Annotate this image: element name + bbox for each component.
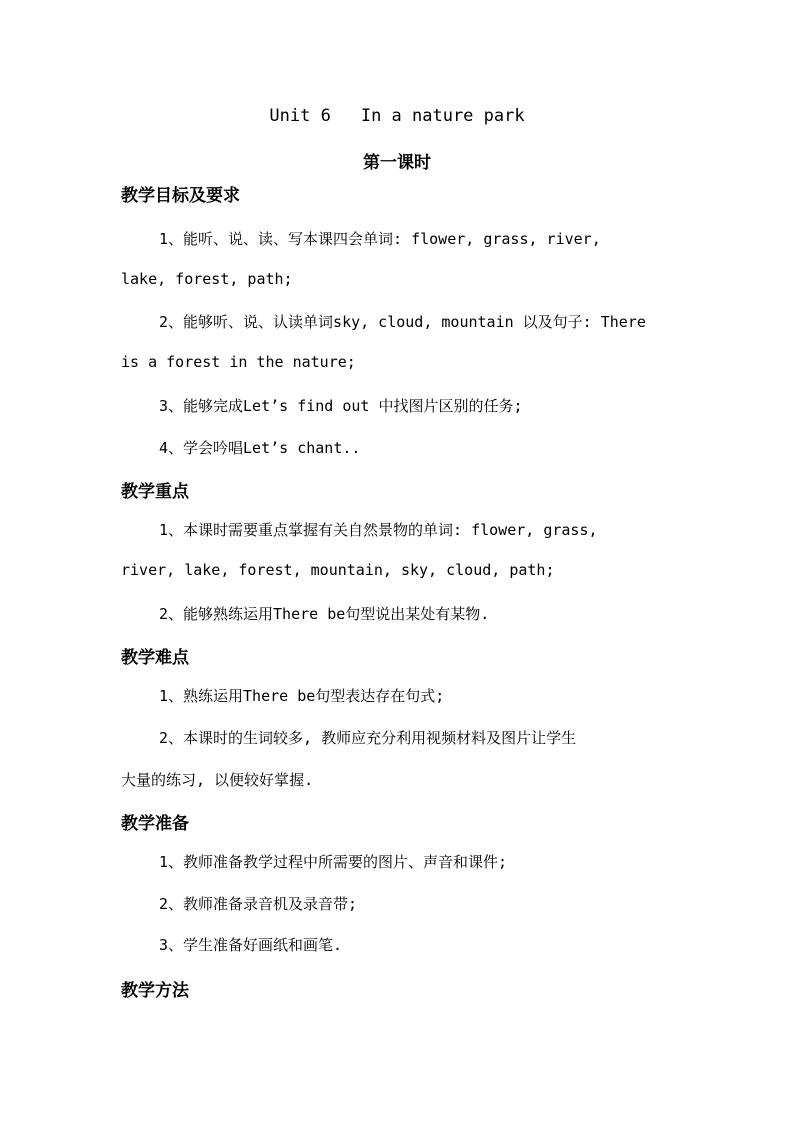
section-heading-preparation: 教学准备 — [121, 814, 189, 834]
preparation-item-3: 3、学生准备好画纸和画笔. — [159, 936, 343, 954]
document-title — [0, 106, 794, 126]
section-heading-key-points: 教学重点 — [121, 482, 189, 502]
goal-item-1: 1、能听、说、读、写本课四会单词: flower, grass, river, — [159, 230, 601, 248]
preparation-item-2: 2、教师准备录音机及录音带; — [159, 895, 358, 913]
key-point-item-1: 1、本课时需要重点掌握有关自然景物的单词: flower, grass, — [159, 521, 598, 539]
goal-item-2-cont: is a forest in the nature; — [121, 353, 356, 371]
difficulty-item-2-cont: 大量的练习, 以便较好掌握. — [121, 771, 314, 789]
key-point-item-1-cont: river, lake, forest, mountain, sky, cloud, path; — [121, 561, 555, 579]
unit-name: In a nature park — [360, 106, 525, 126]
difficulty-item-1: 1、熟练运用There be句型表达存在句式; — [159, 687, 445, 705]
goal-item-4: 4、学会吟唱Let’s chant.. — [159, 439, 361, 457]
unit-number: Unit 6 — [269, 106, 331, 126]
goal-item-1-cont: lake, forest, path; — [121, 270, 293, 288]
difficulty-item-2: 2、本课时的生词较多, 教师应充分利用视频材料及图片让学生 — [159, 729, 577, 747]
goal-item-3: 3、能够完成Let’s find out 中找图片区别的任务; — [159, 397, 523, 415]
goal-item-2: 2、能够听、说、认读单词sky, cloud, mountain 以及句子: There — [159, 313, 646, 331]
section-heading-difficulties: 教学难点 — [121, 648, 189, 668]
preparation-item-1: 1、教师准备教学过程中所需要的图片、声音和课件; — [159, 853, 508, 871]
lesson-subtitle: 第一课时 — [363, 153, 431, 173]
section-heading-goals: 教学目标及要求 — [121, 186, 240, 206]
section-heading-methods: 教学方法 — [121, 981, 189, 1001]
key-point-item-2: 2、能够熟练运用There be句型说出某处有某物. — [159, 605, 490, 623]
